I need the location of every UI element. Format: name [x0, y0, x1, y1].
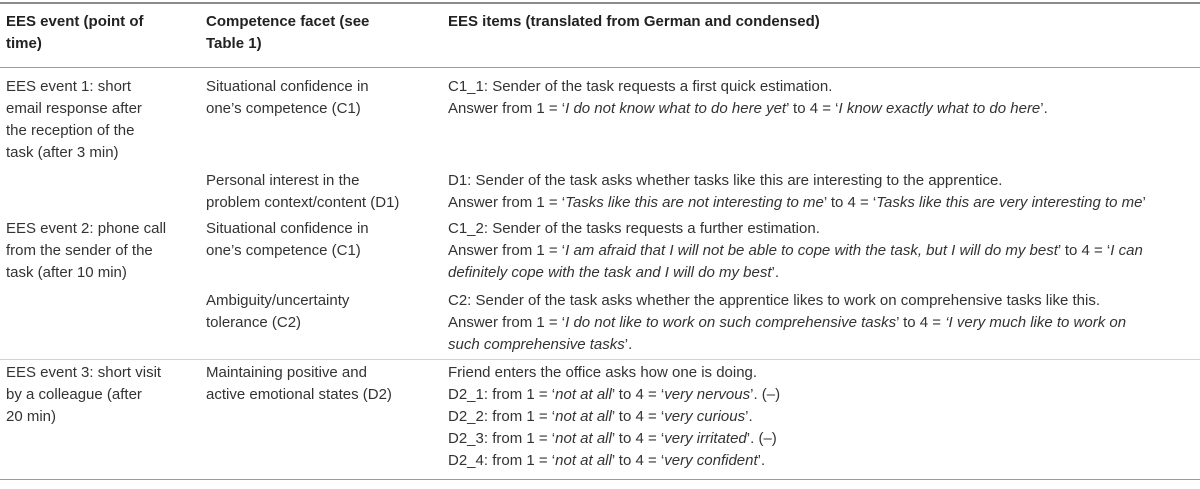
- header-ees-items: EES items (translated from German and condensed): [448, 13, 820, 30]
- item-line: D1: Sender of the task asks whether tasks like this are interesting to the apprentice.: [448, 172, 1003, 189]
- row-divider: [0, 359, 1200, 360]
- item-line: Answer from 1 = ‘I do not know what to do here yet’ to 4 = ‘I know exactly what to do here’.: [448, 100, 1048, 117]
- item-line: such comprehensive tasks’.: [448, 336, 633, 353]
- item-line: C1_2: Sender of the tasks requests a further estimation.: [448, 220, 820, 237]
- item-line: definitely cope with the task and I will do my best’.: [448, 264, 779, 281]
- row-3-items: [448, 218, 1143, 284]
- row-5-facet: Maintaining positive and active emotional states (D2): [206, 364, 392, 403]
- item-line: Answer from 1 = ‘Tasks like this are not interesting to me’ to 4 = ‘Tasks like this are very interesting to me’: [448, 194, 1146, 211]
- row-3-facet: Situational confidence in one’s competence (C1): [206, 220, 369, 259]
- row-1-event: EES event 1: short email response after the reception of the task (after 3 min): [6, 78, 142, 161]
- row-1-items: [448, 76, 1048, 120]
- item-line: Answer from 1 = ‘I do not like to work on such comprehensive tasks’ to 4 = ‘I very much like to work on: [448, 314, 1127, 331]
- item-line: Answer from 1 = ‘I am afraid that I will not be able to cope with the task, but I will do my best’ to 4 = ‘I can: [448, 242, 1143, 259]
- row-4-facet: Ambiguity/uncertainty tolerance (C2): [206, 292, 350, 331]
- table-bottom-rule: [0, 479, 1200, 480]
- row-4-items: [448, 290, 1126, 356]
- row-1-facet: Situational confidence in one’s competence (C1): [206, 78, 369, 117]
- row-5-event: EES event 3: short visit by a colleague (after 20 min): [6, 364, 162, 425]
- header-rule: [0, 67, 1200, 68]
- item-line: Friend enters the office asks how one is doing.: [448, 364, 758, 381]
- row-2-items: [448, 170, 1146, 214]
- row-2-facet: Personal interest in the problem context/content (D1): [206, 172, 400, 211]
- item-line: D2_2: from 1 = ‘not at all’ to 4 = ‘very curious’.: [448, 408, 753, 425]
- item-line: C1_1: Sender of the task requests a first quick estimation.: [448, 78, 833, 95]
- header-competence-facet: Competence facet (see Table 1): [206, 13, 370, 52]
- item-line: C2: Sender of the task asks whether the apprentice likes to work on comprehensive tasks like this.: [448, 292, 1100, 309]
- item-line: D2_4: from 1 = ‘not at all’ to 4 = ‘very confident’.: [448, 452, 766, 469]
- row-3-event: EES event 2: phone call from the sender of the task (after 10 min): [6, 220, 167, 281]
- row-5-items: [448, 362, 780, 472]
- item-line: D2_1: from 1 = ‘not at all’ to 4 = ‘very nervous’. (–): [448, 386, 781, 403]
- item-line: D2_3: from 1 = ‘not at all’ to 4 = ‘very irritated’. (–): [448, 430, 777, 447]
- table-top-rule: [0, 2, 1200, 4]
- header-ees-event: EES event (point of time): [6, 13, 144, 52]
